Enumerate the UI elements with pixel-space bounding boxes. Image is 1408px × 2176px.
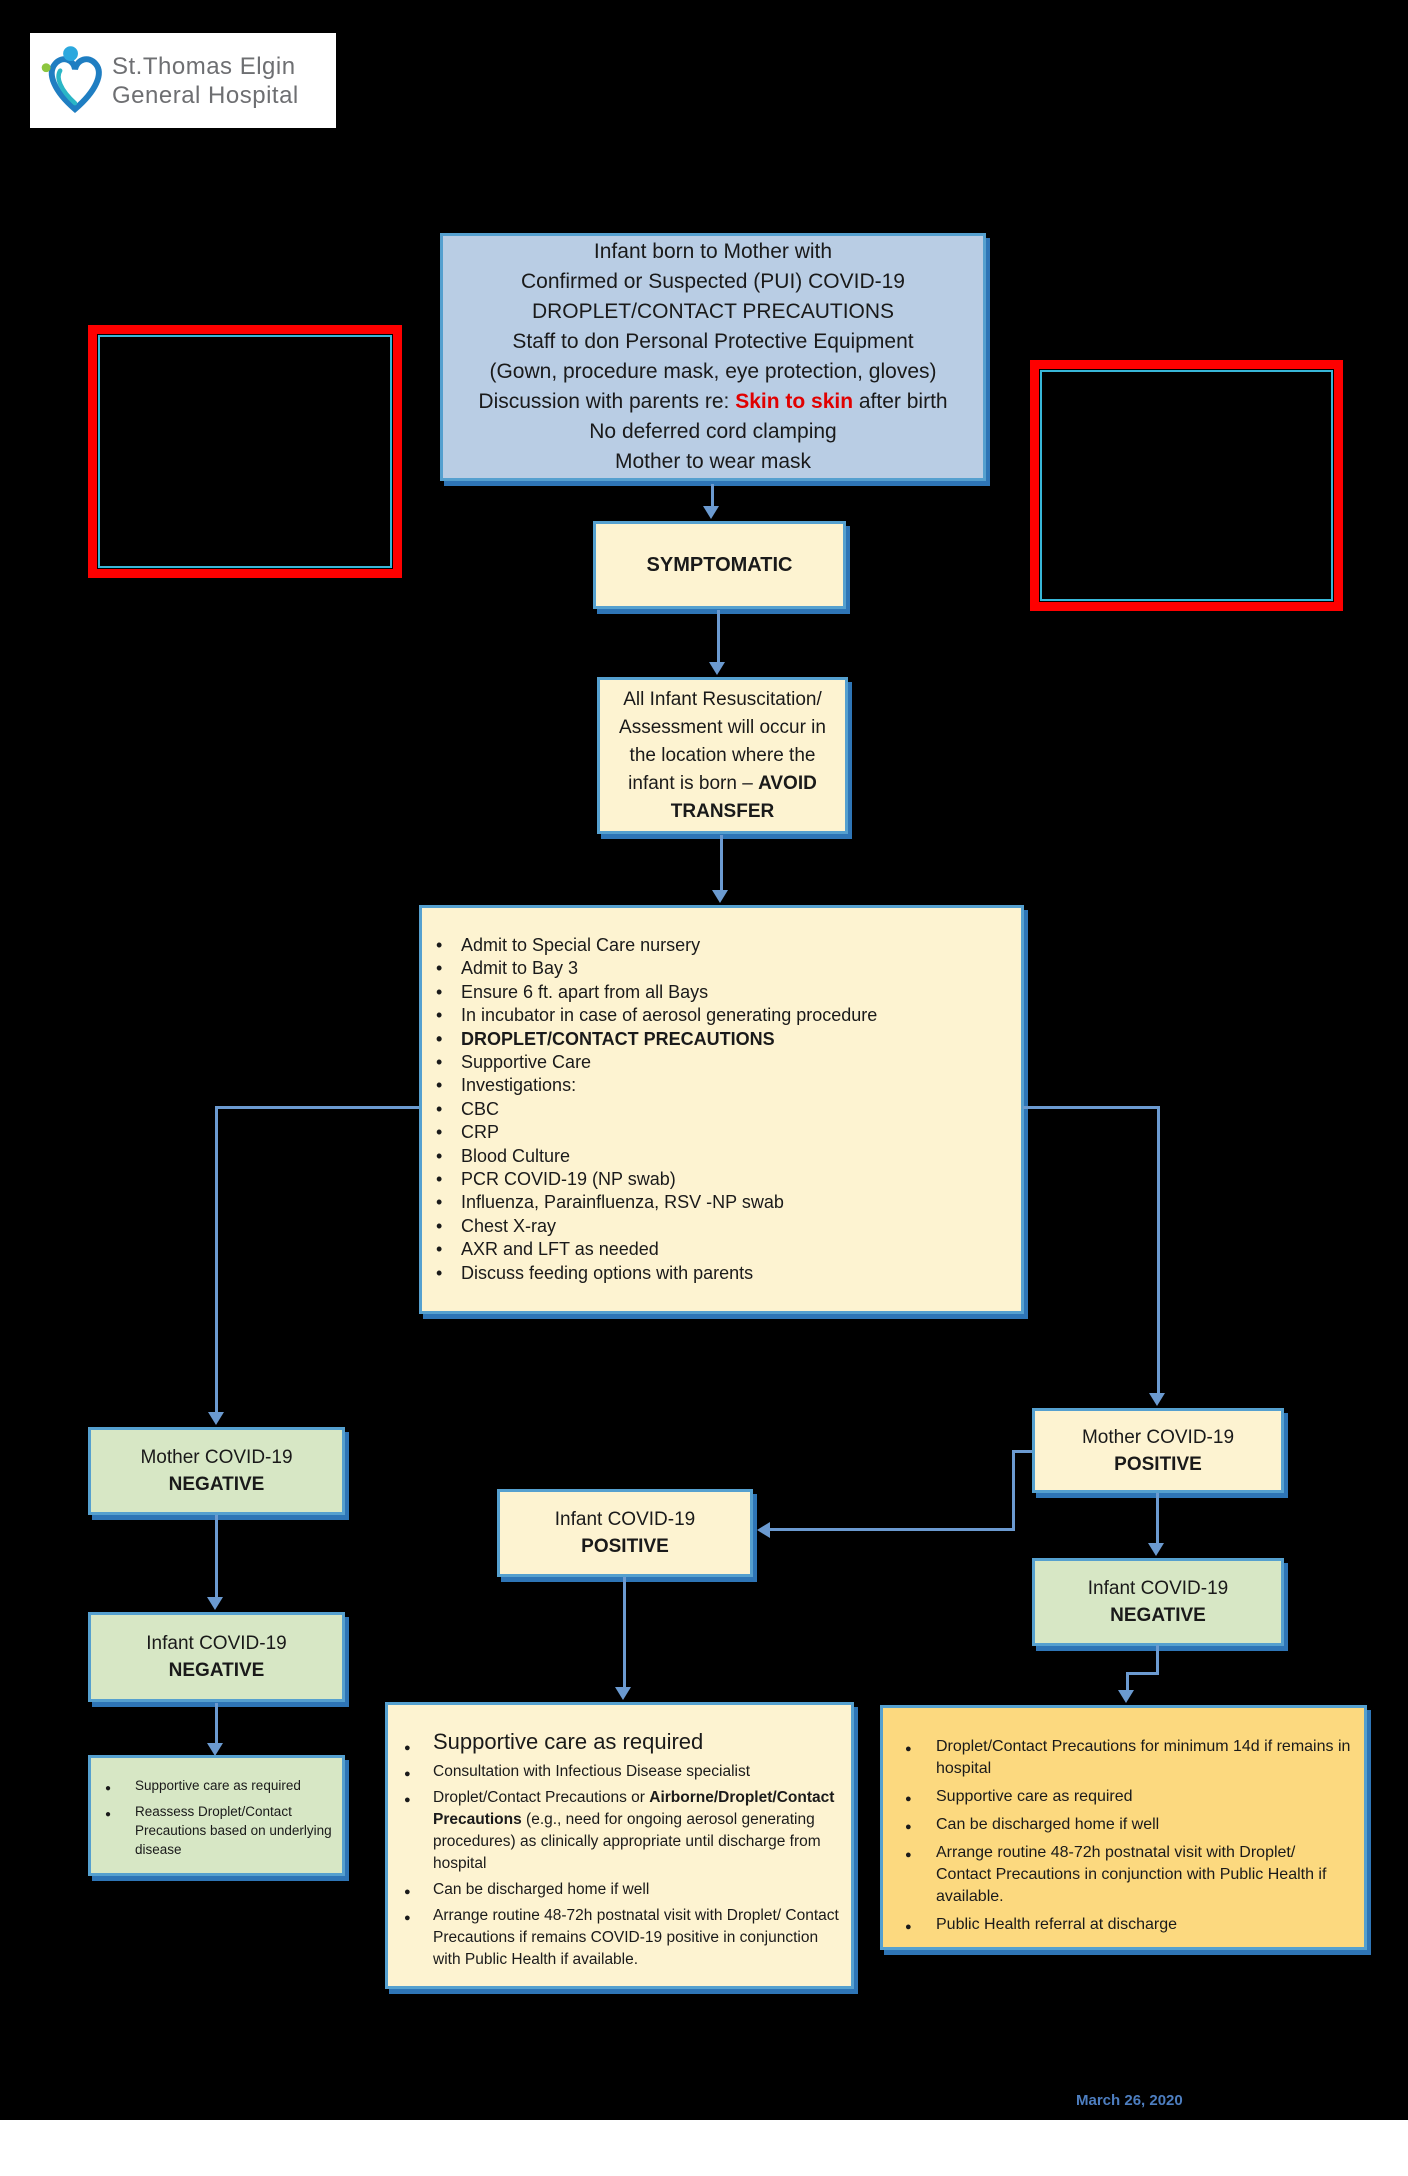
admission-item: • Influenza, Parainfluenza, RSV -NP swab <box>422 1191 1007 1214</box>
positive-care-item2-pre: Droplet/Contact Precautions or <box>433 1789 650 1806</box>
intro-line-4: Staff to don Personal Protective Equipment <box>512 330 914 353</box>
admission-item: • Discuss feeding options with parents <box>422 1262 1007 1285</box>
connector-admission-to-mother-negative-v <box>215 1106 218 1414</box>
arrowhead-resuscitation-to-admission <box>712 890 728 903</box>
positive-care-item2-bold: Airborne/Droplet/Contact Precautions <box>433 1789 835 1828</box>
positive-care-item: ● Can be discharged home if well <box>388 1879 841 1901</box>
hospital-logo-area <box>30 33 336 128</box>
arrow-infant-negative-to-negative-care <box>215 1703 218 1745</box>
redacted-box-left <box>88 325 402 578</box>
admission-item: • Ensure 6 ft. apart from all Bays <box>422 981 1007 1004</box>
connector-infant-negative-to-care-h <box>1126 1672 1159 1675</box>
admission-item: • In incubator in case of aerosol generating procedure <box>422 1004 1007 1027</box>
arrow-mother-negative-to-infant-negative <box>215 1515 218 1599</box>
resuscitation-text <box>612 686 833 826</box>
arrowhead-infant-positive-to-care <box>615 1687 631 1700</box>
positive-care-list <box>388 1727 841 1971</box>
arrowhead-intro-to-symptomatic <box>703 506 719 519</box>
intro-line-5: (Gown, procedure mask, eye protection, gloves) <box>489 360 937 383</box>
infant-negative-right-line2: NEGATIVE <box>1110 1605 1206 1626</box>
admission-item: • Supportive Care <box>422 1051 1007 1074</box>
positive-care-item: ● Consultation with Infectious Disease specialist <box>388 1761 841 1783</box>
admission-item: • Admit to Special Care nursery <box>422 934 1007 957</box>
negative-care-item: ● Reassess Droplet/Contact Precautions based on underlying disease <box>91 1802 336 1859</box>
intro-box <box>440 233 986 481</box>
mother-positive-care-list <box>883 1736 1354 1936</box>
admission-box <box>419 905 1024 1314</box>
arrowhead-to-mother-negative <box>208 1412 224 1425</box>
positive-care-item <box>388 1787 841 1875</box>
mother-covid-negative-box <box>88 1427 345 1515</box>
intro-line-6 <box>478 387 947 417</box>
hospital-name <box>112 52 299 110</box>
mother-positive-line1: Mother COVID-19 <box>1081 1426 1235 1448</box>
admission-item: • PCR COVID-19 (NP swab) <box>422 1168 1007 1191</box>
infant-covid-negative-right-box <box>1032 1558 1284 1646</box>
admission-item: • Chest X-ray <box>422 1215 1007 1238</box>
connector-mother-positive-to-infant-positive-h1 <box>1012 1450 1032 1453</box>
arrowhead-to-mother-positive-care <box>1118 1690 1134 1703</box>
mother-positive-care-item: ● Arrange routine 48-72h postnatal visit with Droplet/ Contact Precautions in conjunction with Public Health if available. <box>883 1842 1354 1908</box>
infant-negative-left-line2: NEGATIVE <box>168 1660 265 1681</box>
resuscitation-box <box>597 677 848 834</box>
infant-negative-right-line1: Infant COVID-19 <box>1087 1578 1229 1599</box>
positive-care-item: ● Arrange routine 48-72h postnatal visit with Droplet/ Contact Precautions if remains COVID-19 positive in conjunction with Public Health if available. <box>388 1905 841 1971</box>
hospital-name-line1: St.Thomas Elgin <box>112 52 296 80</box>
intro-line-3: DROPLET/CONTACT PRECAUTIONS <box>531 300 895 323</box>
connector-admission-to-mother-positive-h <box>1023 1106 1160 1109</box>
hospital-name-line2: General Hospital <box>112 81 299 109</box>
mother-covid-positive-box <box>1032 1408 1284 1493</box>
mother-negative-line2: NEGATIVE <box>168 1474 265 1495</box>
resuscitation-text-bold: AVOID TRANSFER <box>670 772 817 822</box>
positive-care-item-title: ● Supportive care as required <box>388 1727 841 1757</box>
intro-line-8: Mother to wear mask <box>614 450 812 473</box>
mother-positive-care-item: ● Public Health referral at discharge <box>883 1914 1354 1936</box>
arrow-infant-positive-to-care <box>623 1577 626 1689</box>
arrowhead-to-infant-positive <box>757 1522 770 1538</box>
negative-care-box <box>88 1755 345 1876</box>
infant-positive-line1: Infant COVID-19 <box>554 1509 696 1530</box>
bottom-margin <box>0 2120 1408 2176</box>
arrowhead-symptomatic-to-resuscitation <box>709 662 725 675</box>
skin-to-skin-highlight: Skin to skin <box>735 390 854 413</box>
connector-infant-negative-to-care-v1 <box>1156 1645 1159 1675</box>
mother-positive-care-item: ● Droplet/Contact Precautions for minimum 14d if remains in hospital <box>883 1736 1354 1780</box>
infant-negative-left-line1: Infant COVID-19 <box>146 1633 287 1654</box>
admission-item: • CRP <box>422 1121 1007 1144</box>
mother-positive-care-item: ● Supportive care as required <box>883 1786 1354 1808</box>
admission-item: • CBC <box>422 1098 1007 1121</box>
mother-positive-line2: POSITIVE <box>1114 1453 1202 1475</box>
intro-line-6-post: after birth <box>853 390 948 413</box>
negative-care-list <box>91 1776 336 1859</box>
intro-line-6-pre: Discussion with parents re: <box>478 390 736 413</box>
redacted-box-right-inner-border <box>1040 370 1333 601</box>
connector-admission-to-mother-positive-v <box>1157 1106 1160 1395</box>
arrow-symptomatic-to-resuscitation <box>717 610 720 664</box>
arrow-resuscitation-to-admission <box>720 835 723 892</box>
positive-care-item2-post: (e.g., need for ongoing aerosol generating procedures) as clinically appropriate until discharge from hospital <box>433 1811 821 1872</box>
arrow-intro-to-symptomatic <box>711 484 714 508</box>
connector-mother-positive-to-infant-positive-h2 <box>770 1528 1015 1531</box>
connector-mother-positive-to-infant-positive-v <box>1012 1450 1015 1530</box>
symptomatic-label: SYMPTOMATIC <box>646 553 793 576</box>
arrowhead-to-mother-positive <box>1149 1393 1165 1406</box>
infant-covid-positive-box <box>497 1489 753 1577</box>
intro-line-7: No deferred cord clamping <box>589 420 837 443</box>
admission-list <box>422 934 1007 1285</box>
connector-admission-to-mother-negative-h <box>215 1106 419 1109</box>
hospital-heart-logo-icon <box>38 38 112 124</box>
admission-item: • AXR and LFT as needed <box>422 1238 1007 1261</box>
arrowhead-mother-negative-to-infant-negative <box>207 1597 223 1610</box>
admission-item: • Blood Culture <box>422 1145 1007 1168</box>
admission-item-precautions: • DROPLET/CONTACT PRECAUTIONS <box>422 1028 1007 1051</box>
mother-negative-line1: Mother COVID-19 <box>140 1447 293 1468</box>
resuscitation-text-normal: All Infant Resuscitation/ Assessment will occur in the location where the infant is born – <box>619 688 826 794</box>
redacted-box-left-inner-border <box>98 335 392 568</box>
connector-infant-negative-to-care-v2 <box>1126 1672 1129 1692</box>
redacted-box-right <box>1030 360 1343 611</box>
mother-positive-care-box <box>880 1705 1367 1950</box>
revision-date: March 26, 2020 <box>1076 2092 1183 2109</box>
negative-care-item: ● Supportive care as required <box>91 1776 336 1795</box>
intro-line-1: Infant born to Mother with <box>593 240 833 263</box>
infant-positive-line2: POSITIVE <box>581 1536 669 1557</box>
mother-positive-care-item: ● Can be discharged home if well <box>883 1814 1354 1836</box>
admission-item: • Admit to Bay 3 <box>422 957 1007 980</box>
arrowhead-mother-positive-to-infant-negative <box>1148 1543 1164 1556</box>
symptomatic-box <box>593 521 846 609</box>
infant-covid-negative-left-box <box>88 1612 345 1702</box>
intro-line-2: Confirmed or Suspected (PUI) COVID-19 <box>521 270 905 293</box>
arrowhead-infant-negative-to-negative-care <box>207 1743 223 1756</box>
arrow-mother-positive-to-infant-negative <box>1156 1493 1159 1545</box>
positive-care-box <box>385 1702 854 1989</box>
admission-item: • Investigations: <box>422 1074 1007 1097</box>
